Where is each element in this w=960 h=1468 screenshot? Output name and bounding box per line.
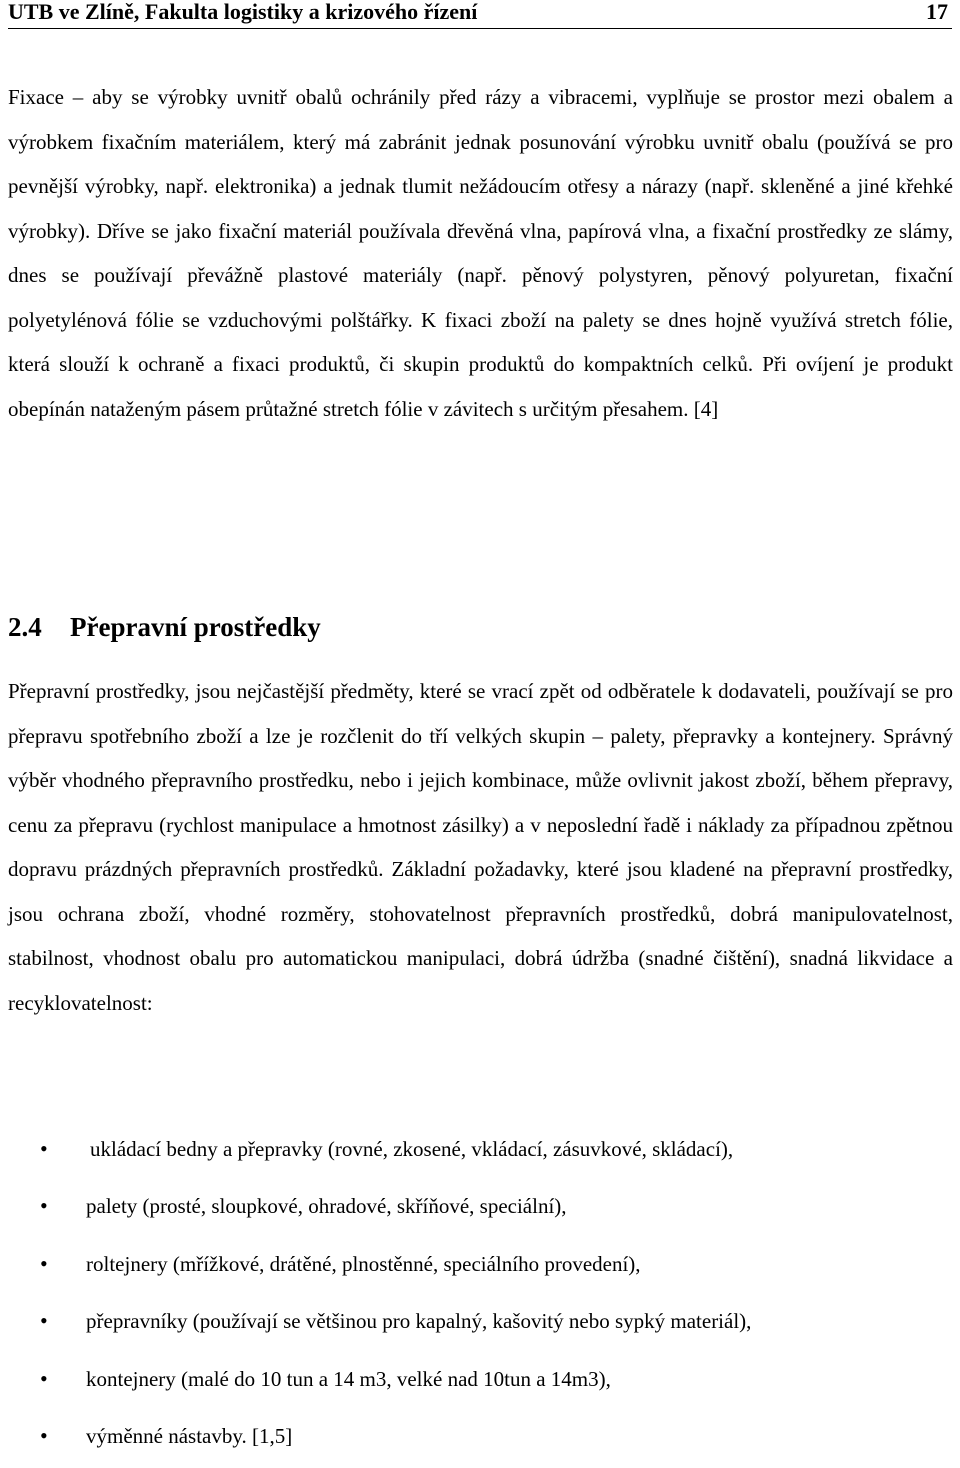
bullet-icon: • xyxy=(40,1308,48,1334)
bullet-icon: • xyxy=(40,1365,48,1391)
list-item-text: ukládací bedny a přepravky (rovné, zkosené, vkládací, zásuvkové, skládací), xyxy=(90,1137,734,1161)
list-item xyxy=(0,1181,960,1238)
bullet-icon: • xyxy=(40,1193,48,1219)
list-item-text: přepravníky (používají se většinou pro kapalný, kašovitý nebo sypký materiál), xyxy=(86,1309,752,1334)
bullet-icon: • xyxy=(40,1250,48,1276)
bullet-icon: • xyxy=(40,1422,48,1448)
section-number: 2.4 xyxy=(8,612,42,642)
section-heading xyxy=(8,607,321,647)
list-item xyxy=(0,1296,960,1353)
list-item xyxy=(0,1124,960,1181)
paragraph-prepravni-prostredky: Přepravní prostředky, jsou nejčastější předměty, které se vrací zpět od odběratele k dodavateli, používají se pro přepravu spotřebního zboží a lze je rozčlenit do tří velkých skupin – palety, přepravky a kontejnery. Správný výběr vhodného přepravního prostředku, nebo i jejich kombinace, může ovlivnit jakost zboží, během přepravy, cenu za přepravu (rychlost manipulace a hmotnost zásilky) a v neposlední řadě i náklady za případnou zpětnou dopravu prázdných přepravních prostředků. Základní požadavky, které jsou kladené na přepravní prostředky, jsou ochrana zboží, vhodné rozměry, stohovatelnost přepravních prostředků, dobrá manipulovatelnost, stabilnost, vhodnost obalu pro automatickou manipulaci, dobrá údržba (snadné čištění), snadná likvidace a recyklovatelnost: xyxy=(8,679,953,1015)
bullet-list xyxy=(0,1124,960,1468)
page-number: 17 xyxy=(926,0,948,24)
list-item xyxy=(0,1411,960,1468)
list-item-text: palety (prosté, sloupkové, ohradové, skříňové, speciální), xyxy=(86,1194,567,1219)
list-item-text: roltejnery (mřížkové, drátěné, plnostěnné, speciálního provedení), xyxy=(86,1251,641,1276)
list-item-text: výměnné nástavby. [1,5] xyxy=(86,1423,293,1448)
list-item-text: kontejnery (malé do 10 tun a 14 m3, velké nad 10tun a 14m3), xyxy=(86,1366,611,1391)
header-title: UTB ve Zlíně, Fakulta logistiky a krizového řízení xyxy=(8,0,478,24)
list-item xyxy=(0,1239,960,1296)
section-title: Přepravní prostředky xyxy=(70,612,321,642)
page-header xyxy=(8,0,952,29)
paragraph-fixace: Fixace – aby se výrobky uvnitř obalů ochránily před rázy a vibracemi, vyplňuje se prostor mezi obalem a výrobkem fixačním materiálem, který má zabránit jednak posunování výrobku uvnitř obalu (používá se pro pevnější výrobky, např. elektronika) a jednak tlumit nežádoucím otřesy a nárazy (např. skleněné a jiné křehké výrobky). Dříve se jako fixační materiál používala dřevěná vlna, papírová vlna, a fixační prostředky ze slámy, dnes se používají převážně plastové materiály (např. pěnový polystyren, pěnový polyuretan, fixační polyetylénová fólie se vzduchovými polštářky. K fixaci zboží na palety se dnes hojně využívá stretch fólie, která slouží k ochraně a fixaci produktů, či skupin produktů do kompaktních celků. Při ovíjení je produkt obepínán nataženým pásem průtažné stretch fólie v závitech s určitým přesahem. [4] xyxy=(8,85,953,421)
list-item xyxy=(0,1354,960,1411)
bullet-icon: • xyxy=(40,1136,48,1161)
